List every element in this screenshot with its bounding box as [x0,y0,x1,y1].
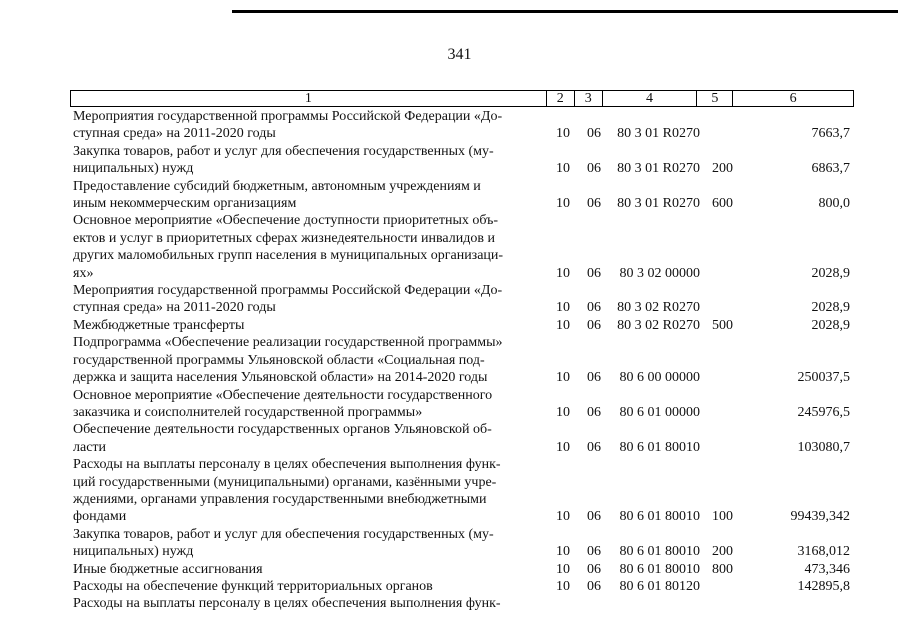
description-line: Основное мероприятие «Обеспечение доступности приоритетных объ- [73,213,499,229]
subsection-code: 06 [587,126,601,142]
subsection-code: 06 [587,578,601,594]
expense-type-code: 100 [712,509,733,525]
subsection-code: 06 [587,404,601,420]
header-col-3: 3 [575,91,603,106]
table-row [73,421,853,456]
target-article-code: 80 6 01 80010 [619,561,700,577]
description-line: государственной программы Ульяновской области «Социальная под- [73,352,485,368]
row-description [73,334,542,386]
description-line: ступная среда» на 2011-2020 годы [73,126,276,142]
description-line: Обеспечение деятельности государственных органов Ульяновской об- [73,422,492,438]
table-row [73,212,853,282]
subsection-code: 06 [587,370,601,386]
description-line: Расходы на выплаты персоналу в целях обеспечения выполнения функ- [73,457,501,473]
row-description [73,526,542,561]
header-col-2: 2 [547,91,575,106]
target-article-code: 80 6 01 00000 [619,404,700,420]
amount: 7663,7 [811,126,850,142]
page-number: 341 [447,46,472,63]
subsection-code: 06 [587,544,601,560]
subsection-code: 06 [587,196,601,212]
amount: 6863,7 [811,161,850,177]
description-line: Межбюджетные трансферты [73,317,245,333]
amount: 473,346 [804,561,850,577]
header-col-5: 5 [697,91,733,106]
table-row [73,578,853,595]
target-article-code: 80 3 02 R0270 [617,300,700,316]
row-description [73,595,542,612]
amount: 142895,8 [797,578,850,594]
subsection-code: 06 [587,300,601,316]
section-code: 10 [556,509,570,525]
section-code: 10 [556,370,570,386]
table-header [70,90,854,107]
table-body [73,108,853,613]
description-line: ждениями, органами управления государственными внебюджетными [73,491,487,507]
target-article-code: 80 3 01 R0270 [617,196,700,212]
table-row [73,178,853,213]
target-article-code: 80 6 00 00000 [619,370,700,386]
row-description [73,143,542,178]
description-line: ях» [73,265,94,281]
target-article-code: 80 3 02 R0270 [617,317,700,333]
section-code: 10 [556,196,570,212]
section-code: 10 [556,404,570,420]
section-code: 10 [556,126,570,142]
table-row [73,317,853,334]
row-description [73,282,542,317]
table-row [73,456,853,526]
row-description [73,212,542,282]
row-description [73,561,542,578]
target-article-code: 80 6 01 80120 [619,578,700,594]
target-article-code: 80 6 01 80010 [619,544,700,560]
description-line: Основное мероприятие «Обеспечение деятельности государственного [73,387,493,403]
description-line: ниципальных) нужд [73,544,194,560]
target-article-code: 80 3 01 R0270 [617,126,700,142]
section-code: 10 [556,161,570,177]
section-code: 10 [556,544,570,560]
section-code: 10 [556,265,570,281]
amount: 2028,9 [811,265,850,281]
amount: 245976,5 [797,404,850,420]
description-line: Иные бюджетные ассигнования [73,561,263,577]
table-row [73,108,853,143]
row-description [73,421,542,456]
description-line: Мероприятия государственной программы Российской Федерации «До- [73,109,503,124]
amount: 99439,342 [790,509,850,525]
top-rule [232,10,898,13]
amount: 2028,9 [811,317,850,333]
description-line: ций государственными (муниципальными) органами, казёнными учре- [73,474,497,490]
subsection-code: 06 [587,317,601,333]
subsection-code: 06 [587,509,601,525]
table-row [73,143,853,178]
description-line: ектов и услуг в приоритетных сферах жизнедеятельности инвалидов и [73,230,495,246]
expense-type-code: 200 [712,544,733,560]
section-code: 10 [556,561,570,577]
target-article-code: 80 6 01 80010 [619,439,700,455]
section-code: 10 [556,317,570,333]
row-description [73,317,542,334]
description-line: Закупка товаров, работ и услуг для обеспечения государственных (му- [73,526,494,542]
table-row [73,282,853,317]
expense-type-code: 500 [712,317,733,333]
expense-type-code: 200 [712,161,733,177]
description-line: других маломобильных групп населения в муниципальных организаци- [73,248,504,264]
target-article-code: 80 3 02 00000 [619,265,700,281]
description-line: заказчика и соисполнителей государственной программы» [73,404,423,420]
description-line: иным некоммерческим организациям [73,196,297,212]
description-line: Мероприятия государственной программы Российской Федерации «До- [73,283,503,299]
expense-type-code: 800 [712,561,733,577]
description-line: Расходы на выплаты персоналу в целях обеспечения выполнения функ- [73,596,501,612]
subsection-code: 06 [587,161,601,177]
table-row [73,561,853,578]
subsection-code: 06 [587,439,601,455]
description-line: Подпрограмма «Обеспечение реализации государственной программы» [73,335,503,351]
target-article-code: 80 3 01 R0270 [617,161,700,177]
row-description [73,178,542,213]
description-line: держка и защита населения Ульяновской области» на 2014-2020 годы [73,370,488,386]
target-article-code: 80 6 01 80010 [619,509,700,525]
description-line: фондами [73,509,127,525]
description-line: Предоставление субсидий бюджетным, автономным учреждениям и [73,178,481,194]
section-code: 10 [556,300,570,316]
amount: 2028,9 [811,300,850,316]
row-description [73,387,542,422]
description-line: ступная среда» на 2011-2020 годы [73,300,276,316]
section-code: 10 [556,578,570,594]
description-line: Расходы на обеспечение функций территориальных органов [73,578,433,594]
amount: 250037,5 [797,370,850,386]
description-line: Закупка товаров, работ и услуг для обеспечения государственных (му- [73,143,494,159]
header-col-4: 4 [603,91,698,106]
row-description [73,578,542,595]
table-row [73,595,853,612]
table-row [73,526,853,561]
description-line: ниципальных) нужд [73,161,194,177]
header-col-6: 6 [789,91,797,106]
header-col-1: 1 [71,91,547,106]
amount: 3168,012 [797,544,850,560]
subsection-code: 06 [587,265,601,281]
row-description [73,456,542,526]
amount: 103080,7 [797,439,850,455]
table-row [73,334,853,386]
table-row [73,387,853,422]
subsection-code: 06 [587,561,601,577]
section-code: 10 [556,439,570,455]
row-description [73,108,542,143]
description-line: ласти [73,439,107,455]
amount: 800,0 [818,196,850,212]
expense-type-code: 600 [712,196,733,212]
